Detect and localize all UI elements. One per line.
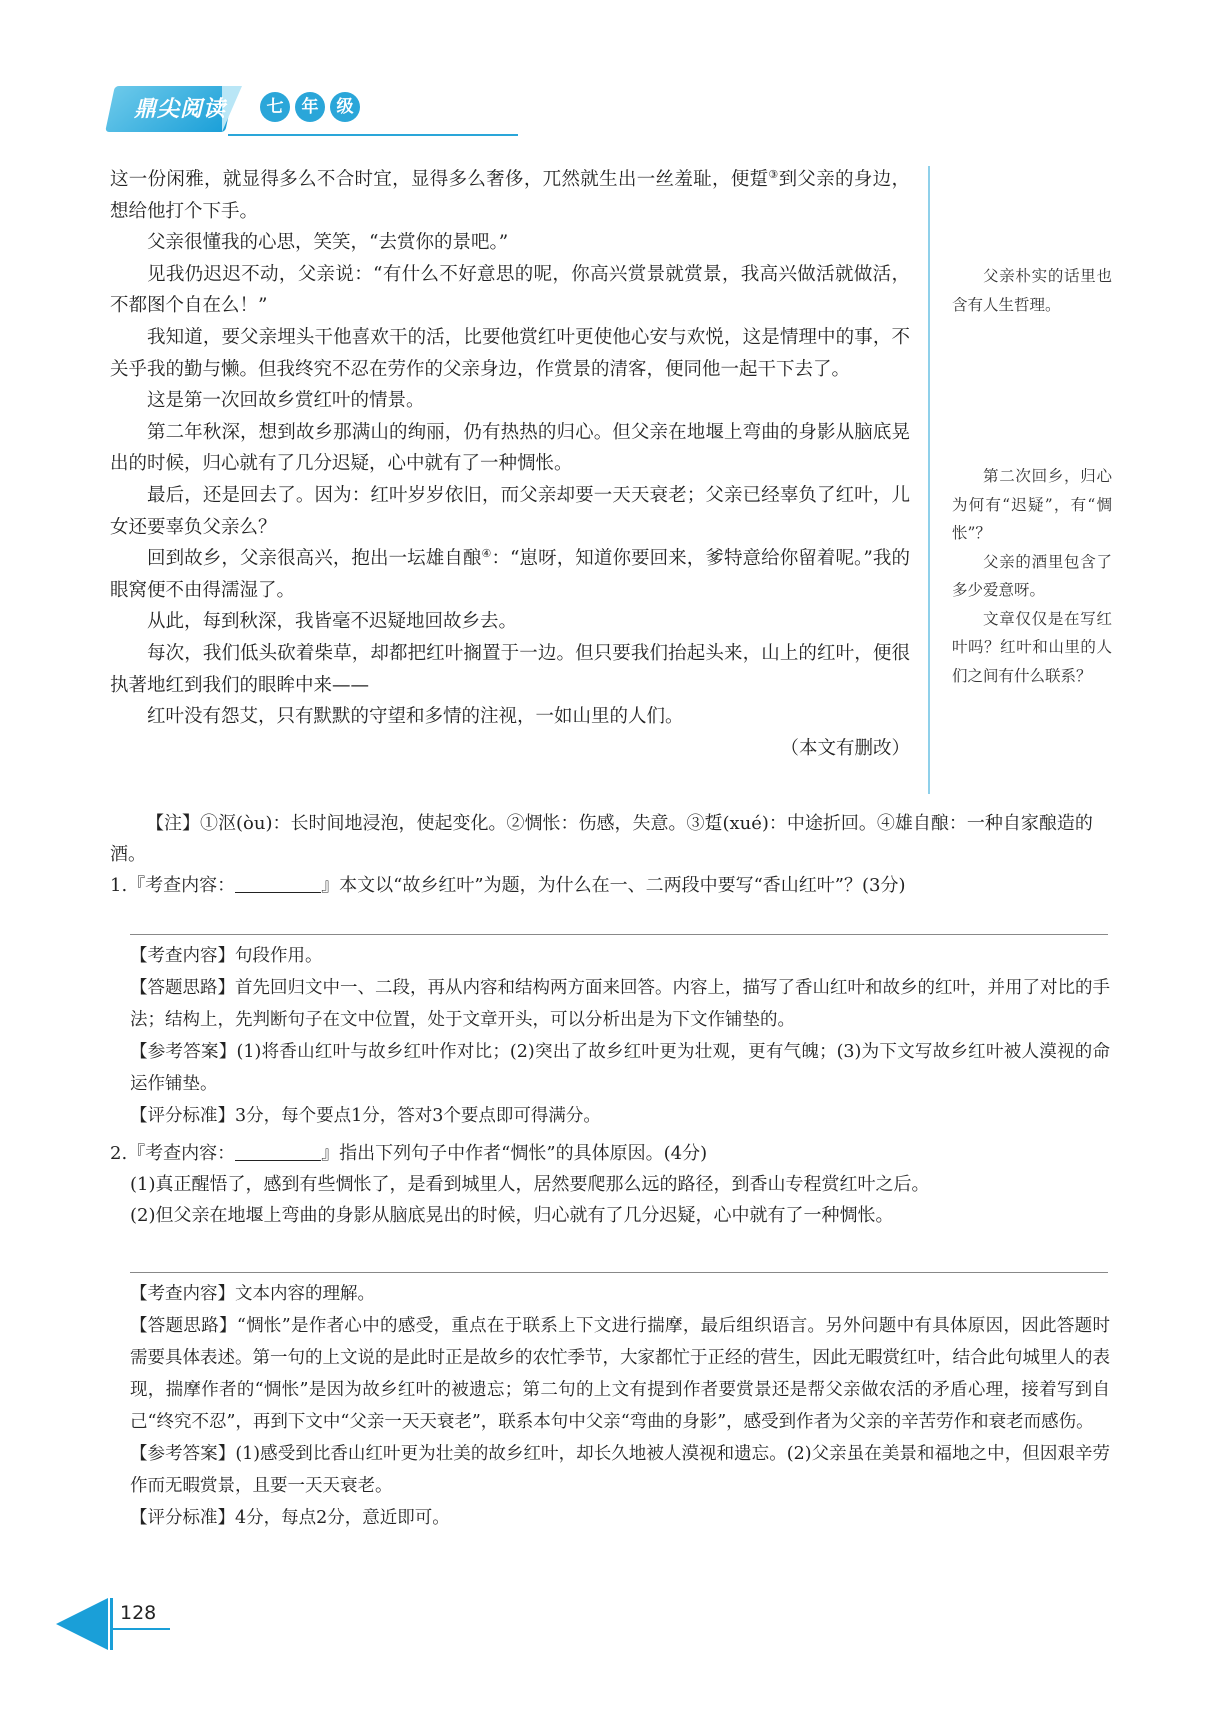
book-logo: 鼎尖阅读 [133,97,226,122]
margin-divider [928,166,930,794]
answer-blank[interactable] [235,872,321,893]
grade-char: 年 [295,92,325,122]
passage-paragraph: 最后，还是回去了。因为：红叶岁岁依旧，而父亲却要一天天衰老；父亲已经辜负了红叶，儿女还要辜负父亲么？ [110,484,910,538]
page-number: 128 [120,1602,157,1624]
side-note-text: 父亲朴实的话里也含有人生哲理。 [952,267,1112,314]
grade-char: 七 [260,92,290,122]
passage-paragraph [110,164,910,227]
answer-pingfen: 【评分标准】3分，每个要点1分，答对3个要点即可得满分。 [130,1106,601,1126]
grade-badge [260,92,360,122]
answer-block-2 [130,1278,1110,1534]
passage-paragraph: 这是第一次回故乡赏红叶的情景。 [147,390,425,412]
page-number-underline [110,1628,170,1630]
answer-line [130,1272,1108,1273]
paragraph-text: 到父亲的身边，想给他打个下手。 [110,169,910,222]
question-1 [110,870,1110,901]
reading-passage [110,164,910,764]
paragraph-text: ：“崽呀，知道你要回来，爹特意给你留着呢。”我的眼窝便不由得濡湿了。 [110,548,910,601]
side-note [952,462,1112,690]
page-arrow-icon [56,1598,108,1650]
answer-silu: 【答题思路】“惆怅”是作者心中的感受，重点在于联系上下文进行揣摩，最后组织语言。另外问题中有具体原因，因此答题时需要具体表述。第一句的上文说的是此时正是故乡的农忙季节，大家都忙于正经的营生，因此无暇赏红叶，结合此句城里人的表现，揣摩作者的“惆怅”是因为故乡红叶的被遗忘；第二句的上文有提到作者要赏景还是帮父亲做农活的矛盾心理，接着写到自己“终究不忍”，再到下文中“父亲一天天衰老”，联系本句中父亲“弯曲的身影”，感受到作者为父亲的辛苦劳作和衰老而感伤。 [130,1316,1110,1432]
page-marker-bar [110,1598,113,1650]
passage-paragraph: 红叶没有怨艾，只有默默的守望和多情的注视，一如山里的人们。 [147,706,684,728]
header-underline [228,134,518,136]
answer-daan: 【参考答案】(1)将香山红叶与故乡红叶作对比；(2)突出了故乡红叶更为壮观，更有气魄；(3)为下文写故乡红叶被人漠视的命运作铺垫。 [130,1042,1110,1094]
passage-paragraph [110,543,910,606]
side-note-text: 父亲的酒里包含了多少爱意呀。 [952,552,1112,599]
side-note-text: 文章仅仅是在写红叶吗？红叶和山里的人们之间有什么联系？ [952,609,1112,685]
question-sentence: (2)但父亲在地堰上弯曲的身影从脑底晃出的时候，归心就有了几分迟疑，心中就有了一种惆怅。 [130,1205,894,1226]
question-text: 』指出下列句子中作者“惆怅”的具体原因。(4分) [321,1143,708,1164]
side-note-text: 第二次回乡，归心为何有“迟疑”，有“惆怅”？ [952,467,1112,542]
answer-block-1 [130,940,1110,1132]
side-note [952,262,1112,319]
footnote-mark: ④ [481,546,492,560]
question-2 [110,1138,1110,1231]
passage-paragraph: 父亲很懂我的心思，笑笑，“去赏你的景吧。” [147,232,509,254]
source-note: （本文有删改） [780,737,910,759]
passage-paragraph: 每次，我们低头砍着柴草，却都把红叶搁置于一边。但只要我们抬起头来，山上的红叶，便很执著地红到我们的眼眸中来—— [110,642,910,696]
footnote-mark: ③ [768,167,779,181]
question-text: 』本文以“故乡红叶”为题，为什么在一、二两段中要写“香山红叶”？(3分) [321,875,906,896]
answer-line [130,934,1108,935]
answer-blank[interactable] [235,1140,321,1161]
question-prefix: 1.『考查内容： [110,875,236,896]
page-header [110,82,630,138]
answer-pingfen: 【评分标准】4分，每点2分，意近即可。 [130,1508,450,1528]
footnotes: 【注】①沤(òu)：长时间地浸泡，使起变化。②惆怅：伤感，失意。③踅(xué)：中途折回。④雄自酿：一种自家酿造的酒。 [110,813,1093,865]
answer-silu: 【答题思路】首先回归文中一、二段，再从内容和结构两方面来回答。内容上，描写了香山红叶和故乡的红叶，并用了对比的手法；结构上，先判断句子在文中位置，处于文章开头，可以分析出是为下文作铺垫的。 [130,978,1110,1030]
answer-kaocha: 【考查内容】文本内容的理解。 [130,1284,375,1304]
question-prefix: 2.『考查内容： [110,1143,236,1164]
passage-paragraph: 我知道，要父亲埋头干他喜欢干的活，比要他赏红叶更使他心安与欢悦，这是情理中的事，不关乎我的勤与懒。但我终究不忍在劳作的父亲身边，作赏景的清客，便同他一起干下去了。 [110,326,910,380]
passage-paragraph: 从此，每到秋深，我皆毫不迟疑地回故乡去。 [147,611,518,633]
answer-kaocha: 【考查内容】句段作用。 [130,946,323,966]
paragraph-text: 回到故乡，父亲很高兴，抱出一坛雄自酿 [147,548,482,570]
grade-char: 级 [330,92,360,122]
answer-daan: 【参考答案】(1)感受到比香山红叶更为壮美的故乡红叶，却长久地被人漠视和遗忘。(2)父亲虽在美景和福地之中，但因艰辛劳作而无暇赏景，且要一天天衰老。 [130,1444,1110,1496]
question-sentence: (1)真正醒悟了，感到有些惆怅了，是看到城里人，居然要爬那么远的路径，到香山专程赏红叶之后。 [130,1174,930,1195]
paragraph-text: 这一份闲雅，就显得多么不合时宜，显得多么奢侈，兀然就生出一丝羞耻，便踅 [110,169,769,190]
passage-paragraph: 见我仍迟迟不动，父亲说：“有什么不好意思的呢，你高兴赏景就赏景，我高兴做活就做活，不都图个自在么！” [110,263,910,317]
passage-paragraph: 第二年秋深，想到故乡那满山的绚丽，仍有热热的归心。但父亲在地堰上弯曲的身影从脑底晃出的时候，归心就有了几分迟疑，心中就有了一种惆怅。 [110,421,910,475]
